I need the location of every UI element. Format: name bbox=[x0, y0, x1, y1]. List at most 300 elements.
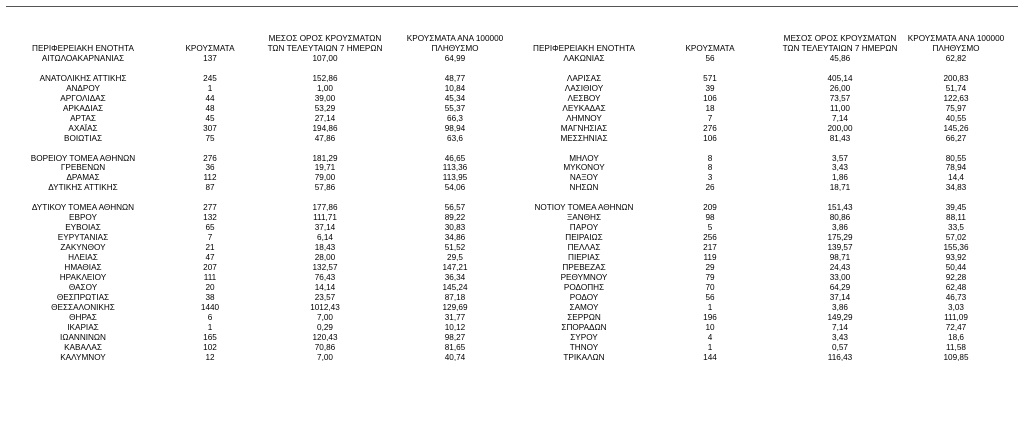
cell-avg: 200,00 bbox=[827, 123, 853, 133]
cell-per100k: 40,74 bbox=[444, 352, 466, 362]
cell-per100k: 56,57 bbox=[444, 203, 466, 213]
table-row bbox=[512, 203, 1024, 213]
cell-region: ΗΛΕΙΑΣ bbox=[68, 253, 98, 262]
table-row bbox=[512, 313, 1024, 323]
cell-per100k: 200,83 bbox=[943, 73, 969, 83]
cell-region: ΙΩΑΝΝΙΝΩΝ bbox=[60, 332, 106, 342]
cell-per100k: 57,02 bbox=[945, 233, 967, 243]
cell-cases: 39 bbox=[705, 83, 715, 93]
cell-avg: 0,57 bbox=[832, 342, 848, 352]
left-header-per100k-line2: ΠΛΗΘΥΣΜΟ bbox=[431, 43, 479, 53]
cell-cases: 70 bbox=[705, 282, 715, 292]
cell-region: ΑΡΤΑΣ bbox=[70, 113, 96, 123]
cell-cases: 112 bbox=[203, 173, 217, 183]
cell-avg: 11,00 bbox=[830, 103, 850, 113]
spacer-row bbox=[512, 144, 1024, 154]
table-row bbox=[512, 74, 1024, 84]
right-header-avg bbox=[775, 31, 905, 53]
cell-avg: 116,43 bbox=[827, 352, 853, 362]
cell-avg: 18,43 bbox=[314, 243, 336, 253]
left-header-region bbox=[0, 31, 166, 53]
cell-region: ΡΟΔΟΥ bbox=[569, 292, 599, 302]
cell-region: ΡΕΘΥΜΝΟΥ bbox=[560, 272, 608, 282]
table-row bbox=[512, 303, 1024, 313]
table-row bbox=[512, 84, 1024, 94]
cell-avg: 0,29 bbox=[317, 322, 333, 332]
cell-per100k: 72,47 bbox=[945, 322, 967, 332]
cell-per100k: 54,06 bbox=[444, 183, 466, 193]
cell-cases: 47 bbox=[205, 253, 215, 262]
cell-avg: 405,14 bbox=[827, 73, 853, 83]
cell-per100k: 36,34 bbox=[444, 272, 466, 282]
cell-cases: 256 bbox=[703, 233, 717, 243]
cell-per100k: 18,6 bbox=[948, 332, 964, 342]
cell-avg: 23,57 bbox=[314, 292, 336, 302]
cell-per100k: 62,82 bbox=[945, 54, 967, 63]
table-row bbox=[0, 74, 512, 84]
cell-avg: 33,00 bbox=[829, 272, 851, 282]
cell-avg: 45,86 bbox=[829, 54, 851, 63]
cell-cases: 209 bbox=[703, 203, 717, 213]
cell-per100k: 66,3 bbox=[447, 113, 463, 123]
cell-avg: 7,14 bbox=[832, 322, 848, 332]
cell-cases: 12 bbox=[205, 352, 215, 362]
cell-avg: 175,29 bbox=[827, 233, 853, 243]
cell-cases: 56 bbox=[705, 54, 715, 63]
cell-per100k: 113,36 bbox=[442, 163, 468, 173]
cell-cases: 98 bbox=[705, 213, 715, 223]
cell-cases: 276 bbox=[703, 123, 717, 133]
cell-region: ΛΕΣΒΟΥ bbox=[567, 93, 601, 103]
cell-region: ΣΥΡΟΥ bbox=[570, 332, 598, 342]
cell-per100k: 29,5 bbox=[447, 253, 463, 262]
table-row bbox=[0, 163, 512, 173]
table-row bbox=[512, 283, 1024, 293]
table-row bbox=[512, 163, 1024, 173]
cell-region: ΝΟΤΙΟΥ ΤΟΜΕΑ ΑΘΗΝΩΝ bbox=[534, 203, 634, 213]
cell-avg: 6,14 bbox=[317, 233, 333, 243]
left-header-avg-line2: ΤΩΝ ΤΕΛΕΥΤΑΙΩΝ 7 ΗΜΕΡΩΝ bbox=[267, 43, 383, 53]
cell-avg: 3,43 bbox=[832, 163, 848, 173]
table-row bbox=[0, 313, 512, 323]
cell-cases: 165 bbox=[203, 332, 217, 342]
cell-cases: 1440 bbox=[200, 302, 220, 312]
cell-per100k: 81,65 bbox=[444, 342, 466, 352]
cell-cases: 196 bbox=[703, 312, 717, 322]
cell-avg: 7,00 bbox=[317, 312, 333, 322]
cell-cases: 111 bbox=[203, 272, 217, 282]
cell-cases: 1 bbox=[707, 302, 713, 312]
cell-cases: 8 bbox=[707, 153, 713, 163]
table-row bbox=[0, 114, 512, 124]
cell-avg: 3,43 bbox=[832, 332, 848, 342]
cell-region: ΜΑΓΝΗΣΙΑΣ bbox=[560, 123, 608, 133]
table-row bbox=[512, 273, 1024, 283]
cell-cases: 7 bbox=[707, 113, 713, 123]
right-header-avg-line1: ΜΕΣΟΣ ΟΡΟΣ ΚΡΟΥΣΜΑΤΩΝ bbox=[783, 34, 897, 43]
table-row bbox=[0, 213, 512, 223]
cell-per100k: 50,44 bbox=[945, 262, 967, 272]
cell-per100k: 51,74 bbox=[945, 83, 967, 93]
cell-per100k: 98,27 bbox=[444, 332, 466, 342]
table-row bbox=[0, 343, 512, 353]
table-row bbox=[0, 243, 512, 253]
cell-per100k: 11,58 bbox=[946, 342, 966, 352]
cell-per100k: 145,26 bbox=[943, 123, 969, 133]
cell-cases: 276 bbox=[203, 153, 217, 163]
table-row bbox=[0, 233, 512, 243]
cell-per100k: 3,03 bbox=[948, 302, 964, 312]
right-header-cases-text: ΚΡΟΥΣΜΑΤΑ bbox=[685, 43, 735, 53]
table-row bbox=[0, 253, 512, 263]
cell-avg: 111,71 bbox=[313, 213, 337, 223]
table-row bbox=[0, 134, 512, 144]
cell-per100k: 93,92 bbox=[945, 253, 967, 262]
table-row bbox=[512, 54, 1024, 64]
cell-avg: 152,86 bbox=[312, 73, 338, 83]
left-header-per100k bbox=[400, 31, 510, 53]
cell-region: ΗΡΑΚΛΕΙΟΥ bbox=[59, 272, 107, 282]
cell-per100k: 39,45 bbox=[945, 203, 967, 213]
cell-avg: 98,71 bbox=[829, 253, 851, 262]
cell-cases: 10 bbox=[705, 322, 715, 332]
cell-region: ΘΗΡΑΣ bbox=[69, 312, 97, 322]
cell-per100k: 155,36 bbox=[943, 243, 969, 253]
table-row bbox=[512, 253, 1024, 263]
table-row bbox=[512, 213, 1024, 223]
spacer-row bbox=[0, 144, 512, 154]
cell-cases: 1 bbox=[207, 83, 213, 93]
cell-cases: 217 bbox=[703, 243, 717, 253]
cell-cases: 48 bbox=[205, 103, 215, 113]
table-row bbox=[512, 333, 1024, 343]
top-border-line bbox=[6, 6, 1018, 7]
cell-region: ΑΧΑΪΑΣ bbox=[68, 123, 98, 133]
cell-avg: 79,00 bbox=[314, 173, 336, 183]
table-row bbox=[0, 353, 512, 363]
table-row bbox=[0, 323, 512, 333]
cell-per100k: 45,34 bbox=[444, 93, 466, 103]
cell-avg: 181,29 bbox=[312, 153, 338, 163]
table-row bbox=[512, 114, 1024, 124]
cell-cases: 79 bbox=[705, 272, 715, 282]
cell-region: ΛΑΡΙΣΑΣ bbox=[566, 73, 602, 83]
cell-region: ΘΑΣΟΥ bbox=[68, 282, 98, 292]
cell-cases: 1 bbox=[207, 322, 213, 332]
cell-region: ΞΑΝΘΗΣ bbox=[566, 213, 602, 223]
cell-avg: 149,29 bbox=[827, 312, 853, 322]
cell-cases: 45 bbox=[205, 113, 215, 123]
cell-cases: 44 bbox=[205, 93, 215, 103]
cell-avg: 107,00 bbox=[312, 54, 338, 63]
cell-avg: 18,71 bbox=[829, 183, 851, 193]
left-header-avg-line1: ΜΕΣΟΣ ΟΡΟΣ ΚΡΟΥΣΜΑΤΩΝ bbox=[268, 34, 382, 43]
cell-per100k: 33,5 bbox=[948, 223, 964, 233]
table-row bbox=[0, 273, 512, 283]
table-row bbox=[512, 183, 1024, 193]
cell-region: ΒΟΡΕΙΟΥ ΤΟΜΕΑ ΑΘΗΝΩΝ bbox=[30, 153, 136, 163]
spacer-row bbox=[0, 193, 512, 203]
cell-avg: 76,43 bbox=[314, 272, 336, 282]
cell-region: ΝΗΣΩΝ bbox=[569, 183, 599, 193]
table-row bbox=[0, 293, 512, 303]
cell-avg: 39,00 bbox=[314, 93, 336, 103]
cell-region: ΠΑΡΟΥ bbox=[569, 223, 599, 233]
cell-per100k: 111,09 bbox=[944, 312, 968, 322]
cell-avg: 24,43 bbox=[829, 262, 851, 272]
right-header-per100k-line1: ΚΡΟΥΣΜΑΤΑ ΑΝΑ 100000 bbox=[907, 34, 1005, 43]
cell-per100k: 10,12 bbox=[444, 322, 466, 332]
cell-region: ΑΝΔΡΟΥ bbox=[66, 83, 100, 93]
cell-cases: 119 bbox=[703, 253, 717, 262]
cell-per100k: 63,6 bbox=[447, 133, 463, 143]
cell-cases: 5 bbox=[707, 223, 713, 233]
table-row bbox=[512, 173, 1024, 183]
right-header-cases bbox=[670, 31, 750, 53]
cell-region: ΛΑΚΩΝΙΑΣ bbox=[563, 54, 605, 63]
cell-region: ΔΡΑΜΑΣ bbox=[66, 173, 100, 183]
table-row bbox=[0, 283, 512, 293]
table-row bbox=[512, 134, 1024, 144]
cell-avg: 1,86 bbox=[832, 173, 848, 183]
cell-cases: 38 bbox=[205, 292, 215, 302]
right-header-region-text: ΠΕΡΙΦΕΡΕΙΑΚΗ ΕΝΟΤΗΤΑ bbox=[533, 43, 635, 53]
cell-region: ΠΕΙΡΑΙΩΣ bbox=[565, 233, 603, 243]
cell-cases: 3 bbox=[707, 173, 713, 183]
cell-per100k: 98,94 bbox=[444, 123, 466, 133]
cell-cases: 245 bbox=[203, 73, 217, 83]
left-header-per100k-line1: ΚΡΟΥΣΜΑΤΑ ΑΝΑ 100000 bbox=[406, 34, 504, 43]
cell-cases: 65 bbox=[205, 223, 215, 233]
cell-region: ΤΡΙΚΑΛΩΝ bbox=[563, 352, 605, 362]
cell-cases: 8 bbox=[707, 163, 713, 173]
table-row bbox=[512, 353, 1024, 363]
cell-per100k: 78,94 bbox=[945, 163, 967, 173]
cell-cases: 4 bbox=[707, 332, 713, 342]
cell-cases: 106 bbox=[703, 133, 717, 143]
right-header-per100k-line2: ΠΛΗΘΥΣΜΟ bbox=[932, 43, 980, 53]
table-row bbox=[0, 333, 512, 343]
cell-avg: 14,14 bbox=[314, 282, 336, 292]
cell-avg: 64,29 bbox=[829, 282, 851, 292]
cell-region: ΜΕΣΣΗΝΙΑΣ bbox=[560, 133, 608, 143]
cell-per100k: 48,77 bbox=[444, 73, 466, 83]
cell-per100k: 147,21 bbox=[442, 262, 468, 272]
cell-per100k: 10,84 bbox=[444, 83, 466, 93]
cell-avg: 3,57 bbox=[832, 153, 848, 163]
cell-cases: 137 bbox=[203, 54, 217, 63]
table-row bbox=[512, 223, 1024, 233]
cell-cases: 132 bbox=[203, 213, 217, 223]
cell-per100k: 66,27 bbox=[945, 133, 967, 143]
table-row bbox=[0, 154, 512, 164]
cell-region: ΔΥΤΙΚΟΥ ΤΟΜΕΑ ΑΘΗΝΩΝ bbox=[31, 203, 135, 213]
cell-cases: 207 bbox=[203, 262, 217, 272]
cell-per100k: 51,52 bbox=[444, 243, 466, 253]
cell-avg: 151,43 bbox=[827, 203, 853, 213]
cell-avg: 19,71 bbox=[314, 163, 336, 173]
cell-per100k: 34,83 bbox=[945, 183, 967, 193]
table-row bbox=[0, 84, 512, 94]
cell-region: ΠΕΛΛΑΣ bbox=[567, 243, 601, 253]
cell-region: ΣΑΜΟΥ bbox=[569, 302, 599, 312]
cell-region: ΡΟΔΟΠΗΣ bbox=[563, 282, 605, 292]
cell-cases: 26 bbox=[705, 183, 715, 193]
cell-avg: 47,86 bbox=[314, 133, 336, 143]
cell-region: ΜΗΛΟΥ bbox=[569, 153, 599, 163]
spacer-row bbox=[512, 193, 1024, 203]
cell-avg: 3,86 bbox=[832, 302, 848, 312]
cell-region: ΤΗΝΟΥ bbox=[569, 342, 599, 352]
cell-cases: 1 bbox=[707, 342, 713, 352]
cell-avg: 177,86 bbox=[312, 203, 338, 213]
cell-region: ΣΠΟΡΑΔΩΝ bbox=[561, 322, 607, 332]
cell-avg: 120,43 bbox=[312, 332, 338, 342]
table-row bbox=[512, 154, 1024, 164]
cell-cases: 18 bbox=[705, 103, 715, 113]
table-row bbox=[512, 243, 1024, 253]
right-header-region bbox=[520, 31, 648, 53]
cell-per100k: 92,28 bbox=[945, 272, 967, 282]
cell-cases: 102 bbox=[203, 342, 217, 352]
cell-avg: 73,57 bbox=[829, 93, 851, 103]
cell-region: ΑΡΓΟΛΙΔΑΣ bbox=[60, 93, 106, 103]
left-header-cases-text: ΚΡΟΥΣΜΑΤΑ bbox=[185, 43, 235, 53]
cell-region: ΖΑΚΥΝΘΟΥ bbox=[60, 243, 106, 253]
cell-avg: 57,86 bbox=[314, 183, 336, 193]
cell-avg: 37,14 bbox=[829, 292, 851, 302]
cell-per100k: 55,37 bbox=[444, 103, 466, 113]
table-row bbox=[0, 94, 512, 104]
cell-region: ΕΒΡΟΥ bbox=[69, 213, 97, 223]
table-row bbox=[512, 343, 1024, 353]
cell-per100k: 89,22 bbox=[444, 213, 466, 223]
left-header-region-text: ΠΕΡΙΦΕΡΕΙΑΚΗ ΕΝΟΤΗΤΑ bbox=[32, 43, 134, 53]
cell-avg: 37,14 bbox=[314, 223, 336, 233]
cell-per100k: 46,65 bbox=[444, 153, 466, 163]
cell-cases: 277 bbox=[203, 203, 217, 213]
cell-cases: 87 bbox=[205, 183, 215, 193]
table-row bbox=[512, 104, 1024, 114]
cell-avg: 7,14 bbox=[832, 113, 848, 123]
cell-region: ΑΝΑΤΟΛΙΚΗΣ ΑΤΤΙΚΗΣ bbox=[39, 73, 127, 83]
cell-per100k: 46,73 bbox=[945, 292, 967, 302]
cell-avg: 132,57 bbox=[312, 262, 338, 272]
table-row bbox=[0, 263, 512, 273]
cell-region: ΚΑΛΥΜΝΟΥ bbox=[60, 352, 106, 362]
cell-region: ΔΥΤΙΚΗΣ ΑΤΤΙΚΗΣ bbox=[48, 183, 118, 193]
table-row bbox=[0, 104, 512, 114]
left-header-cases bbox=[170, 31, 250, 53]
cell-region: ΠΙΕΡΙΑΣ bbox=[568, 253, 600, 262]
cell-cases: 56 bbox=[705, 292, 715, 302]
cell-per100k: 109,85 bbox=[943, 352, 969, 362]
table-row bbox=[512, 94, 1024, 104]
cell-cases: 571 bbox=[703, 73, 717, 83]
cell-per100k: 14,4 bbox=[948, 173, 964, 183]
cell-avg: 3,86 bbox=[832, 223, 848, 233]
cell-region: ΜΥΚΟΝΟΥ bbox=[563, 163, 605, 173]
table-row bbox=[0, 203, 512, 213]
right-header-avg-line2: ΤΩΝ ΤΕΛΕΥΤΑΙΩΝ 7 ΗΜΕΡΩΝ bbox=[782, 43, 898, 53]
cell-cases: 307 bbox=[203, 123, 217, 133]
table-row bbox=[0, 124, 512, 134]
spacer-row bbox=[0, 64, 512, 74]
spacer-row bbox=[512, 64, 1024, 74]
cell-per100k: 113,95 bbox=[442, 173, 468, 183]
cell-region: ΗΜΑΘΙΑΣ bbox=[64, 262, 102, 272]
cell-region: ΣΕΡΡΩΝ bbox=[567, 312, 601, 322]
cell-cases: 75 bbox=[205, 133, 215, 143]
cell-cases: 144 bbox=[703, 352, 717, 362]
cell-region: ΒΟΙΩΤΙΑΣ bbox=[63, 133, 103, 143]
cell-region: ΙΚΑΡΙΑΣ bbox=[67, 322, 99, 332]
cell-per100k: 40,55 bbox=[945, 113, 967, 123]
cell-avg: 1012,43 bbox=[310, 302, 340, 312]
cell-per100k: 34,86 bbox=[444, 233, 466, 243]
cell-per100k: 80,55 bbox=[945, 153, 967, 163]
cell-per100k: 64,99 bbox=[444, 54, 466, 63]
cell-region: ΛΑΣΙΘΙΟΥ bbox=[564, 83, 604, 93]
cell-avg: 26,00 bbox=[829, 83, 851, 93]
cell-avg: 70,86 bbox=[314, 342, 336, 352]
cell-avg: 80,86 bbox=[829, 213, 851, 223]
cell-region: ΚΑΒΑΛΑΣ bbox=[64, 342, 102, 352]
cell-per100k: 31,77 bbox=[444, 312, 466, 322]
cell-region: ΕΥΒΟΙΑΣ bbox=[65, 223, 101, 233]
table-row bbox=[512, 233, 1024, 243]
cell-avg: 139,57 bbox=[827, 243, 853, 253]
table-row bbox=[0, 173, 512, 183]
cell-region: ΕΥΡΥΤΑΝΙΑΣ bbox=[57, 233, 109, 243]
cell-cases: 6 bbox=[207, 312, 213, 322]
cell-per100k: 122,63 bbox=[943, 93, 969, 103]
cell-per100k: 87,18 bbox=[444, 292, 466, 302]
table-row bbox=[0, 54, 512, 64]
cell-per100k: 75,97 bbox=[945, 103, 967, 113]
cell-per100k: 62,48 bbox=[945, 282, 967, 292]
cell-cases: 29 bbox=[705, 262, 715, 272]
cell-avg: 1,00 bbox=[317, 83, 333, 93]
table-row bbox=[0, 183, 512, 193]
cell-avg: 53,29 bbox=[314, 103, 336, 113]
cell-cases: 20 bbox=[205, 282, 215, 292]
table-row bbox=[0, 303, 512, 313]
table-row bbox=[512, 124, 1024, 134]
cell-region: ΘΕΣΣΑΛΟΝΙΚΗΣ bbox=[51, 302, 115, 312]
cell-cases: 106 bbox=[703, 93, 717, 103]
left-header-avg bbox=[260, 31, 390, 53]
cell-region: ΛΕΥΚΑΔΑΣ bbox=[562, 103, 606, 113]
table-row bbox=[512, 323, 1024, 333]
table-row bbox=[512, 293, 1024, 303]
cell-region: ΓΡΕΒΕΝΩΝ bbox=[60, 163, 106, 173]
cell-region: ΠΡΕΒΕΖΑΣ bbox=[562, 262, 606, 272]
cell-per100k: 88,11 bbox=[946, 213, 966, 223]
cell-cases: 21 bbox=[205, 243, 215, 253]
cell-per100k: 145,24 bbox=[442, 282, 468, 292]
cell-region: ΛΗΜΝΟΥ bbox=[566, 113, 602, 123]
cell-cases: 7 bbox=[207, 233, 213, 243]
cell-avg: 28,00 bbox=[314, 253, 336, 262]
right-header-per100k bbox=[900, 31, 1012, 53]
cell-region: ΘΕΣΠΡΩΤΙΑΣ bbox=[56, 292, 110, 302]
cell-avg: 194,86 bbox=[312, 123, 338, 133]
cell-region: ΑΙΤΩΛΟΑΚΑΡΝΑΝΙΑΣ bbox=[41, 54, 125, 63]
cell-avg: 81,43 bbox=[829, 133, 851, 143]
cell-region: ΝΑΞΟΥ bbox=[569, 173, 599, 183]
cell-cases: 36 bbox=[205, 163, 215, 173]
